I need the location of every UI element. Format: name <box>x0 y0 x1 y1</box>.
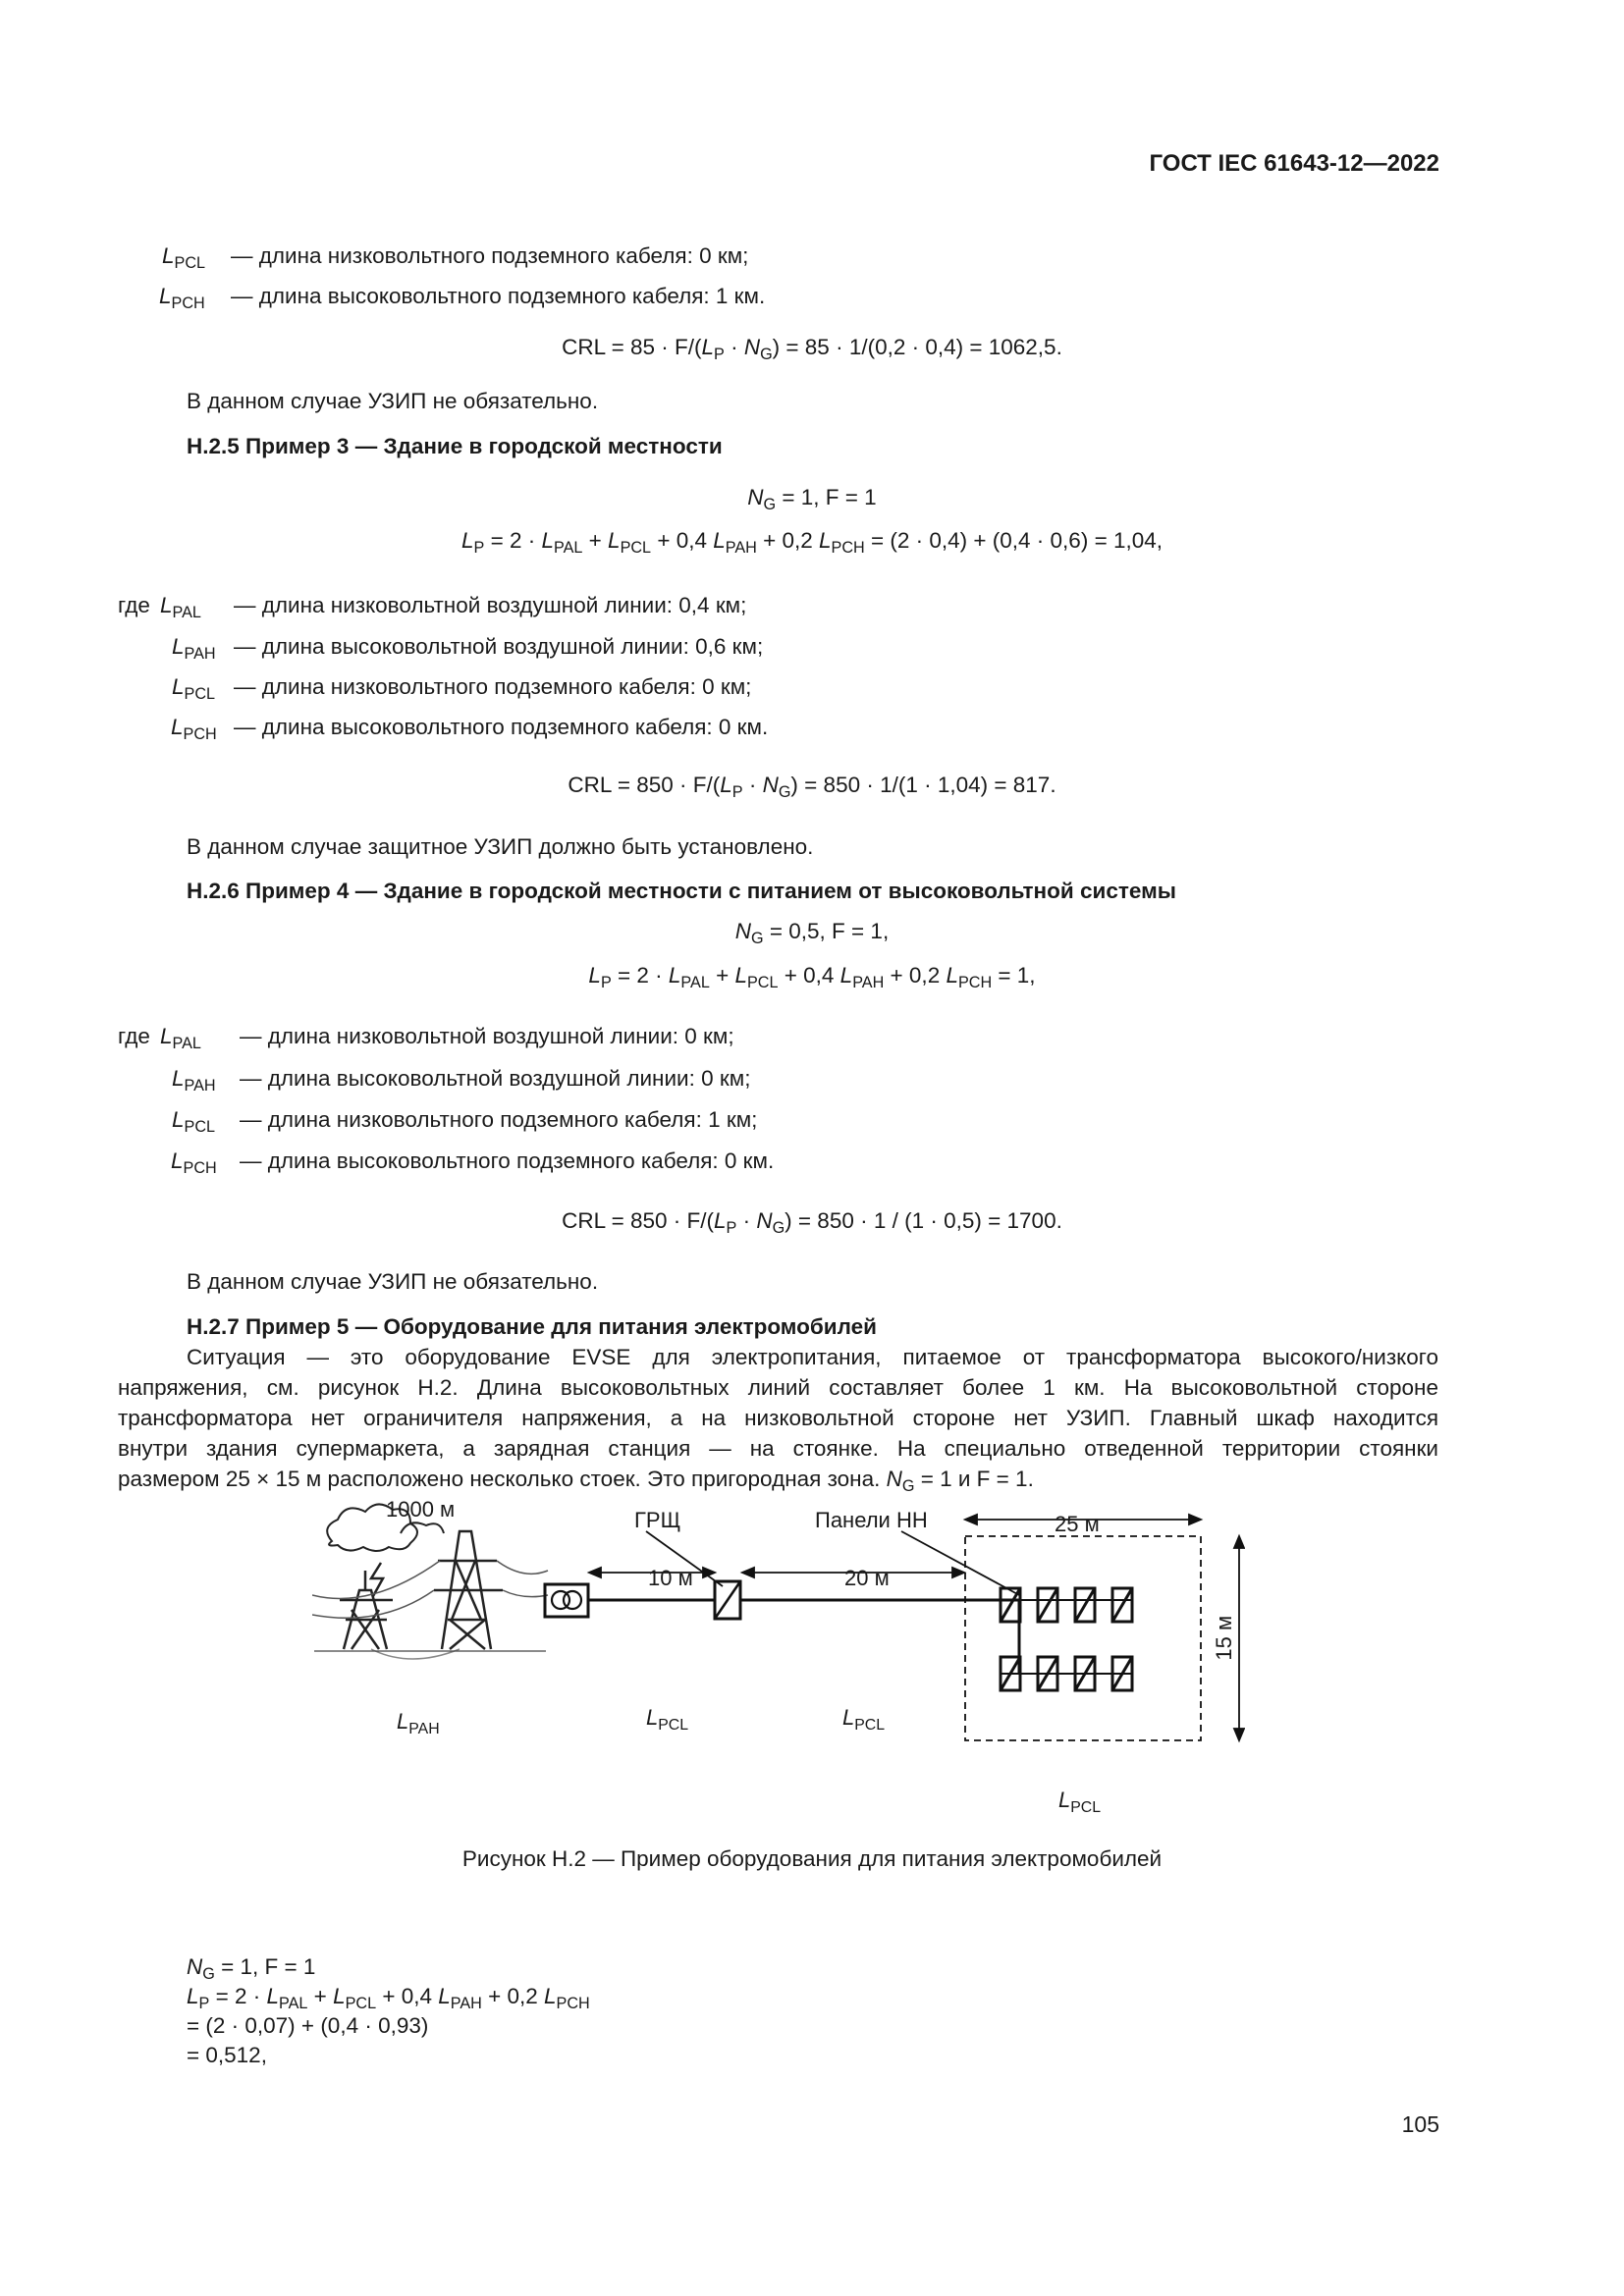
final-line4: = 0,512, <box>187 2043 267 2067</box>
label-15m: 15 м <box>1212 1615 1237 1661</box>
label-25m: 25 м <box>1055 1512 1100 1536</box>
ex3-def-pch-text: — длина высоковольтного подземного кабеля: 0 км. <box>234 715 769 739</box>
ex3-def-pal-text: — длина низковольтной воздушной линии: 0,4 км; <box>234 593 747 617</box>
label-lpcl-2: $L_{PCL}$ <box>842 1705 886 1734</box>
figure-caption: Рисунок Н.2 — Пример оборудования для питания электромобилей <box>461 1846 1163 1871</box>
ex4-ng-formula: $N_G = 0,5$, F = 1, <box>734 919 890 947</box>
ex4-def-pcl-sym: $L_{PCL}$ <box>172 1107 216 1136</box>
main-switchboard-icon <box>715 1581 740 1619</box>
standard-header: ГОСТ IEC 61643-12—2022 <box>1149 150 1439 177</box>
charger-icon <box>1075 1588 1095 1622</box>
top-conclusion: В данном случае УЗИП не обязательно. <box>187 389 599 413</box>
label-20m: 20 м <box>844 1566 890 1590</box>
ex3-where: где <box>118 593 150 617</box>
ex3-def-pch-sym: $L_{PCH}$ <box>171 715 217 743</box>
charger-icon <box>1112 1588 1132 1622</box>
final-line3: = (2 · 0,07) + (0,4 · 0,93) <box>187 2013 429 2038</box>
crl-formula-top: CRL = $85 \cdot F/(L_P \cdot N_G) = 85 \cdot 1/(0,2 \cdot 0,4) = 1062,5$. <box>562 335 1062 363</box>
ex4-def-pch-sym: $L_{PCH}$ <box>171 1148 217 1177</box>
label-lpcl-3: $L_{PCL}$ <box>1058 1788 1102 1816</box>
label-10m: 10 м <box>648 1566 693 1590</box>
label-lpah: $L_{PAH}$ <box>397 1709 440 1737</box>
label-grsch: ГРЩ <box>634 1508 681 1532</box>
label-panels: Панели НН <box>815 1508 928 1532</box>
ex4-lp-formula: $L_P = 2 \cdot L_{PAL} + L_{PCL} + 0,4$ $L_{PAH} + 0,2$ $L_{PCH} = 1$, <box>588 963 1036 991</box>
ex4-def-pah-sym: $L_{PAH}$ <box>172 1066 216 1095</box>
figure-evse-diagram <box>312 1497 1245 1816</box>
def-lpch-top: $L_{PCH}$ <box>159 284 205 312</box>
pylon-icon <box>340 1571 393 1649</box>
ex3-lp-formula: $L_P = 2 \cdot L_{PAL} + L_{PCL} + 0,4$ $L_{PAH} + 0,2$ $L_{PCH} = (2 \cdot 0,4) + (0,4 \cdot 0,6) = 1,04$, <box>460 528 1163 557</box>
ex4-where: где <box>118 1024 150 1048</box>
ex4-title: Н.2.6 Пример 4 — Здание в городской местности с питанием от высоковольтной системы <box>187 879 1176 903</box>
transformer-icon <box>545 1584 588 1617</box>
ex3-def-pah-text: — длина высоковольтной воздушной линии: 0,6 км; <box>234 634 764 659</box>
ex5-line: внутри здания супермаркета, а зарядная станция — на стоянке. На специально отведенной территории стоянки <box>118 1436 1438 1461</box>
ex4-conclusion: В данном случае УЗИП не обязательно. <box>187 1269 599 1294</box>
charger-icon <box>1038 1588 1057 1622</box>
ex3-def-pah-sym: $L_{PAH}$ <box>172 634 216 663</box>
ex4-def-pal-text: — длина низковольтной воздушной линии: 0 км; <box>240 1024 734 1048</box>
def-lpcl-top: $L_{PCL}$ <box>162 243 206 272</box>
ex3-ng-formula: $N_G = 1$, F = 1 <box>747 485 877 513</box>
ex3-conclusion: В данном случае защитное УЗИП должно быть установлено. <box>187 834 814 859</box>
ex3-def-pcl-sym: $L_{PCL}$ <box>172 674 216 703</box>
ex5-line: трансформатора нет ограничителя напряжения, а на низковольтной стороне нет УЗИП. Главный шкаф находится <box>118 1406 1438 1430</box>
parking-area <box>965 1536 1201 1740</box>
pylon-icon <box>434 1531 503 1649</box>
ex4-def-pch-text: — длина высоковольтного подземного кабеля: 0 км. <box>240 1148 775 1173</box>
ex3-crl-formula: CRL = $850 \cdot F/(L_P \cdot N_G) = 850 \cdot 1/(1 \cdot 1,04) = 817$. <box>568 773 1056 801</box>
ex4-def-pah-text: — длина высоковольтной воздушной линии: 0 км; <box>240 1066 751 1091</box>
ex3-def-pal-sym: $L_{PAL}$ <box>160 593 201 621</box>
page-number: 105 <box>1401 2111 1439 2137</box>
ex3-def-pcl-text: — длина низковольтного подземного кабеля: 0 км; <box>234 674 752 699</box>
final-ng: $N_G = 1$, F = 1 <box>187 1954 316 1983</box>
ex3-title: Н.2.5 Пример 3 — Здание в городской местности <box>187 434 723 458</box>
ex5-line: Ситуация — это оборудование EVSE для электропитания, питаемое от трансформатора высокого/низкого <box>187 1345 1438 1369</box>
ex4-def-pcl-text: — длина низковольтного подземного кабеля: 1 км; <box>240 1107 758 1132</box>
def-lpch-top-text: — длина высоковольтного подземного кабеля: 1 км. <box>231 284 766 308</box>
ex5-line-last: размером 25 × 15 м расположено несколько стоек. Это пригородная зона. $N_G = 1$ и F = 1. <box>118 1467 1034 1495</box>
final-lp: $L_P = 2 \cdot L_{PAL} + L_{PCL} + 0,4$ $L_{PAH} + 0,2$ $L_{PCH}$ <box>187 1984 590 2012</box>
ex5-line: напряжения, см. рисунок Н.2. Длина высоковольтных линий составляет более 1 км. На высоковольтной стороне <box>118 1375 1438 1400</box>
label-lpcl-1: $L_{PCL}$ <box>646 1705 689 1734</box>
ex5-title: Н.2.7 Пример 5 — Оборудование для питания электромобилей <box>187 1314 877 1339</box>
ex5-paragraph <box>118 1342 1438 1494</box>
label-1000m: 1000 м <box>386 1497 456 1522</box>
ex4-def-pal-sym: $L_{PAL}$ <box>160 1024 201 1052</box>
def-lpcl-top-text: — длина низковольтного подземного кабеля: 0 км; <box>231 243 749 268</box>
ex4-crl-formula: CRL = $850 \cdot F/(L_P \cdot N_G) = 850 \cdot 1 / (1 \cdot 0,5) = 1700$. <box>562 1208 1062 1237</box>
